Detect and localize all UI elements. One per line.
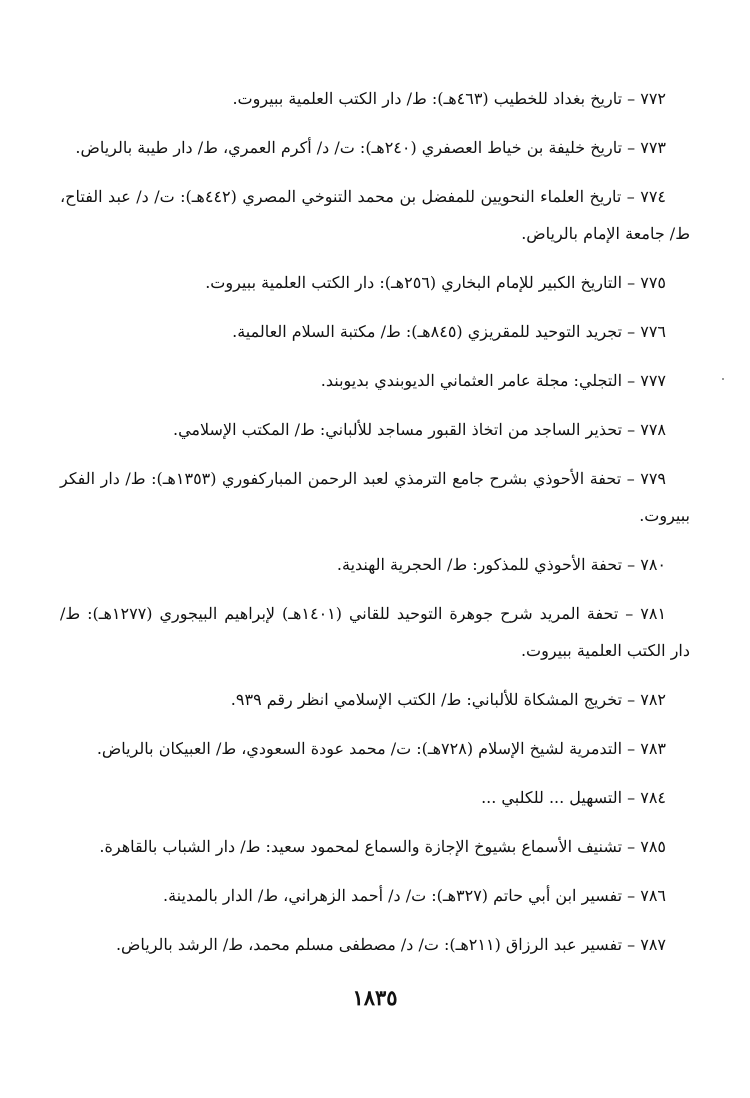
bibliography-entry-773: ٧٧٣ – تاريخ خليفة بن خياط العصفري (٢٤٠هـ): ت/ د/ أكرم العمري، ط/ دار طيبة بالرياض.	[75, 138, 666, 157]
bibliography-entry-775: ٧٧٥ – التاريخ الكبير للإمام البخاري (٢٥٦هـ): دار الكتب العلمية ببيروت.	[205, 273, 666, 292]
bibliography-entry-778: ٧٧٨ – تحذير الساجد من اتخاذ القبور مساجد للألباني: ط/ المكتب الإسلامي.	[173, 420, 666, 439]
bibliography-list	[60, 80, 690, 975]
bibliography-entry-781: ٧٨١ – تحفة المريد شرح جوهرة التوحيد للقاني (١٤٠١هـ) لإبراهيم البيجوري (١٢٧٧هـ): ط/ دار الكتب العلمية ببيروت.	[60, 604, 690, 660]
bibliography-entry-776: ٧٧٦ – تجريد التوحيد للمقريزي (٨٤٥هـ): ط/ مكتبة السلام العالمية.	[232, 322, 666, 341]
page-number: ١٨٣٥	[352, 985, 398, 1010]
bibliography-entry-787: ٧٨٧ – تفسير عبد الرزاق (٢١١هـ): ت/ د/ مصطفى مسلم محمد، ط/ الرشد بالرياض.	[115, 935, 666, 954]
bibliography-entry-774: ٧٧٤ – تاريخ العلماء النحويين للمفضل بن محمد التنوخي المصري (٤٤٢هـ): ت/ د/ عبد الفتاح، ط/ جامعة الإمام بالرياض.	[60, 187, 690, 243]
bibliography-entry-772: ٧٧٢ – تاريخ بغداد للخطيب (٤٦٣هـ): ط/ دار الكتب العلمية ببيروت.	[232, 89, 666, 108]
bibliography-entry-783: ٧٨٣ – التدمرية لشيخ الإسلام (٧٢٨هـ): ت/ محمد عودة السعودي، ط/ العبيكان بالرياض.	[96, 739, 666, 758]
scan-mark	[722, 378, 724, 380]
bibliography-entry-785: ٧٨٥ – تشنيف الأسماع بشيوخ الإجازة والسماع لمحمود سعيد: ط/ دار الشباب بالقاهرة.	[99, 837, 666, 856]
bibliography-entry-784: ٧٨٤ – التسهيل ... للكلبي ...	[481, 788, 666, 807]
bibliography-entry-779: ٧٧٩ – تحفة الأحوذي بشرح جامع الترمذي لعبد الرحمن المباركفوري (١٣٥٣هـ): ط/ دار الفكر ببيروت.	[60, 469, 690, 525]
bibliography-entry-777: ٧٧٧ – التجلي: مجلة عامر العثماني الديوبندي بديوبند.	[320, 371, 666, 390]
bibliography-entry-782: ٧٨٢ – تخريج المشكاة للألباني: ط/ الكتب الإسلامي انظر رقم ٩٣٩.	[230, 690, 666, 709]
bibliography-entry-786: ٧٨٦ – تفسير ابن أبي حاتم (٣٢٧هـ): ت/ د/ أحمد الزهراني، ط/ الدار بالمدينة.	[163, 886, 666, 905]
bibliography-entry-780: ٧٨٠ – تحفة الأحوذي للمذكور: ط/ الحجرية الهندية.	[336, 555, 666, 574]
